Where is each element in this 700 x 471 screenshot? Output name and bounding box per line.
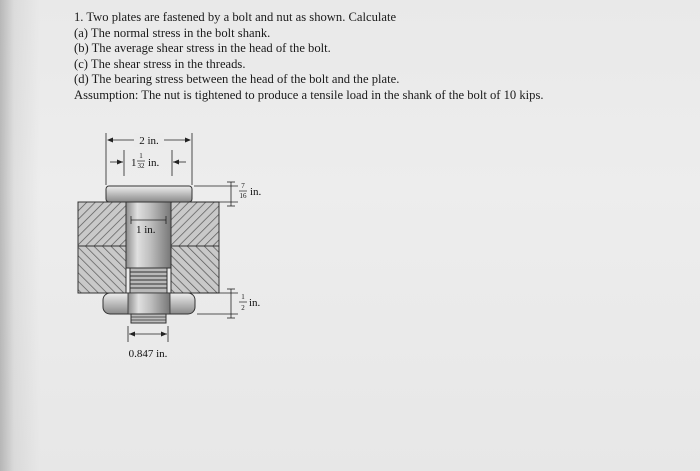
nut <box>103 293 195 314</box>
problem-line-a: (a) The normal stress in the bolt shank. <box>74 25 271 40</box>
shank-diameter-label: 1 in. <box>136 224 156 236</box>
head-hole-den: 32 <box>137 162 145 170</box>
nut-thick-num: 1 <box>241 293 245 301</box>
dim-head-hole <box>110 150 186 176</box>
head-thick-den: 16 <box>239 192 247 200</box>
nut-thick-unit: in. <box>249 297 261 309</box>
problem-line-1: 1. Two plates are fastened by a bolt and nut as shown. Calculate <box>74 10 397 24</box>
bolt-tip <box>131 314 166 323</box>
head-hole-unit: in. <box>148 157 160 169</box>
bolt-head <box>106 186 192 202</box>
head-thick-num: 7 <box>241 182 245 190</box>
bolt-threads <box>130 268 167 294</box>
head-width-label: 2 in. <box>139 135 159 147</box>
dim-root-diameter <box>128 326 168 360</box>
root-diameter-label: 0.847 in. <box>128 348 168 360</box>
problem-line-b: (b) The average shear stress in the head of the bolt. <box>74 41 331 55</box>
problem-line-c: (c) The shear stress in the threads. <box>74 56 246 71</box>
head-hole-num: 1 <box>139 152 143 160</box>
nut-thick-den: 2 <box>241 304 245 312</box>
problem-line-d: (d) The bearing stress between the head of the bolt and the plate. <box>74 72 400 86</box>
head-thick-unit: in. <box>250 186 262 198</box>
problem-assumption: Assumption: The nut is tightened to produce a tensile load in the shank of the bolt of 10 kips. <box>74 87 544 102</box>
dim-nut-thickness <box>197 289 261 318</box>
head-hole-whole: 1 <box>131 157 137 169</box>
